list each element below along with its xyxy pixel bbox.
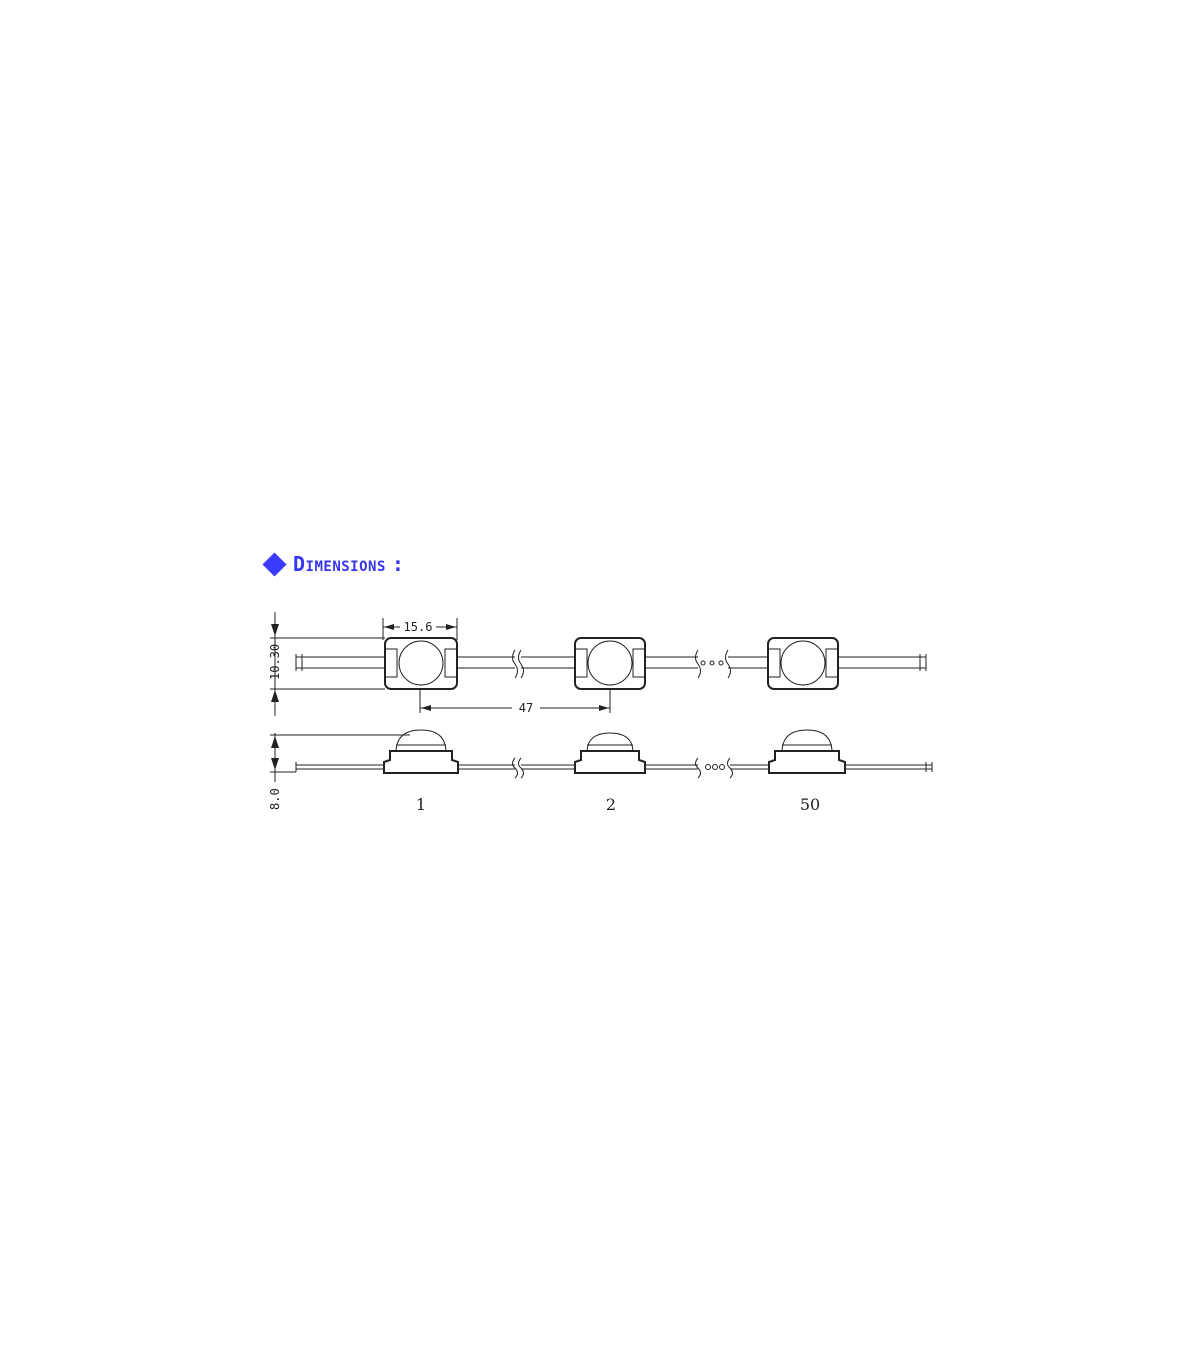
thickness-label: 8.0 <box>268 788 282 810</box>
height-label: 10.30 <box>268 643 282 680</box>
module-label-1: 1 <box>415 795 427 814</box>
module-label-2: 2 <box>605 795 617 814</box>
section-title-colon: : <box>391 552 405 576</box>
module-side-2 <box>575 733 645 773</box>
module-side-50 <box>769 730 845 773</box>
module-side-1 <box>384 730 458 773</box>
height-dimension <box>268 612 385 716</box>
module-top-2 <box>575 638 645 689</box>
width-label: 15.6 <box>403 620 433 634</box>
module-label-50: 50 <box>799 795 821 814</box>
section-title: Dimensions <box>293 552 386 576</box>
pitch-dimension <box>420 690 610 715</box>
module-top-1 <box>385 638 457 689</box>
pitch-label: 47 <box>518 701 534 715</box>
width-dimension <box>383 618 457 640</box>
module-top-50 <box>768 638 838 689</box>
